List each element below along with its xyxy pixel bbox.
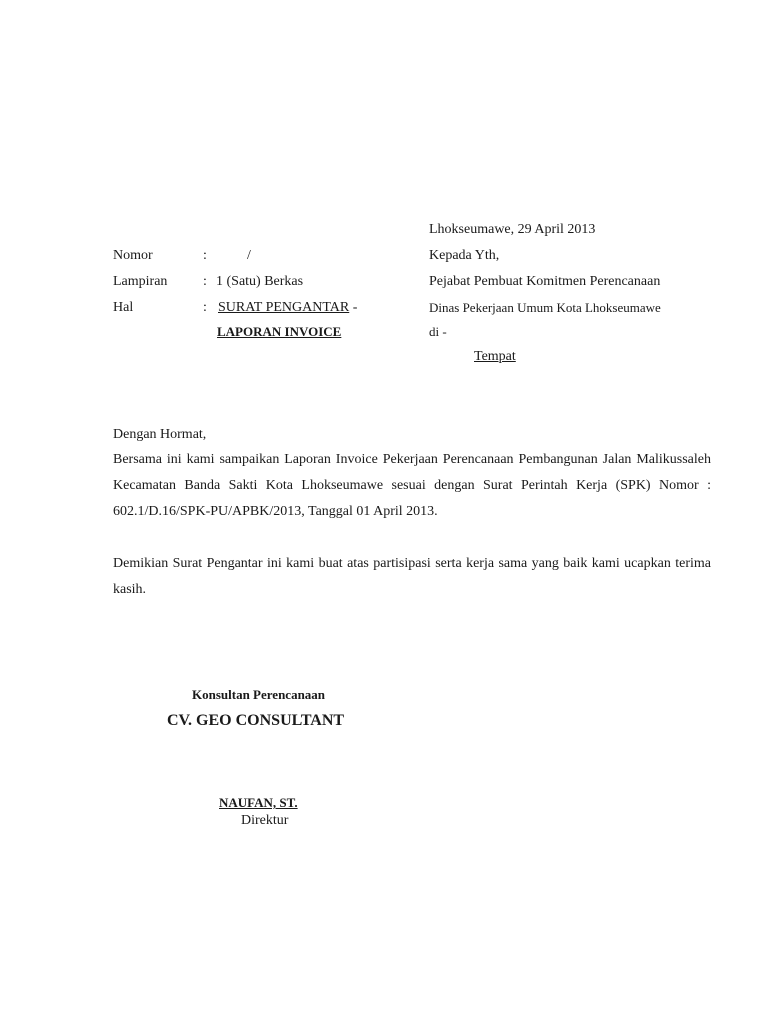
hal-subject-title: SURAT PENGANTAR: [218, 300, 350, 315]
recipient-line4: Tempat: [474, 349, 516, 364]
hal-label: Hal: [113, 300, 134, 315]
lampiran-label: Lampiran: [113, 274, 168, 289]
hal-subject-line1: [218, 299, 357, 317]
hal-subject-dash: -: [349, 300, 358, 315]
recipient-line2: Dinas Pekerjaan Umum Kota Lhokseumawe: [429, 300, 661, 315]
signature-title: Direktur: [241, 813, 289, 828]
lampiran-value: 1 (Satu) Berkas: [216, 274, 304, 289]
recipient-greeting: Kepada Yth,: [429, 248, 500, 263]
body-paragraph-2: Demikian Surat Pengantar ini kami buat atas partisipasi serta kerja sama yang baik kami ucapkan terima kasih.: [113, 556, 711, 597]
nomor-colon: :: [203, 248, 207, 263]
recipient-line1: Pejabat Pembuat Komitmen Perencanaan: [429, 274, 661, 289]
body-paragraph-1: Bersama ini kami sampaikan Laporan Invoice Pekerjaan Perencanaan Pembangunan Jalan Malikussaleh Kecamatan Banda Sakti Kota Lhokseumawe sesuai dengan Surat Perintah Kerja (SPK) Nomor : 602.1/D.16/SPK-PU/APBK/2013, Tanggal 01 April 2013.: [113, 452, 711, 519]
signature-name: NAUFAN, ST.: [219, 795, 298, 810]
hal-colon: :: [203, 300, 207, 315]
salutation: Dengan Hormat,: [113, 427, 207, 442]
signature-role: Konsultan Perencanaan: [192, 687, 326, 702]
hal-subject-line2: LAPORAN INVOICE: [217, 324, 342, 339]
recipient-line3: di -: [429, 324, 447, 339]
lampiran-colon: :: [203, 274, 207, 289]
nomor-value: /: [247, 248, 251, 263]
nomor-label: Nomor: [113, 248, 153, 263]
signature-company: CV. GEO CONSULTANT: [167, 712, 345, 729]
place-date: Lhokseumawe, 29 April 2013: [429, 222, 596, 237]
